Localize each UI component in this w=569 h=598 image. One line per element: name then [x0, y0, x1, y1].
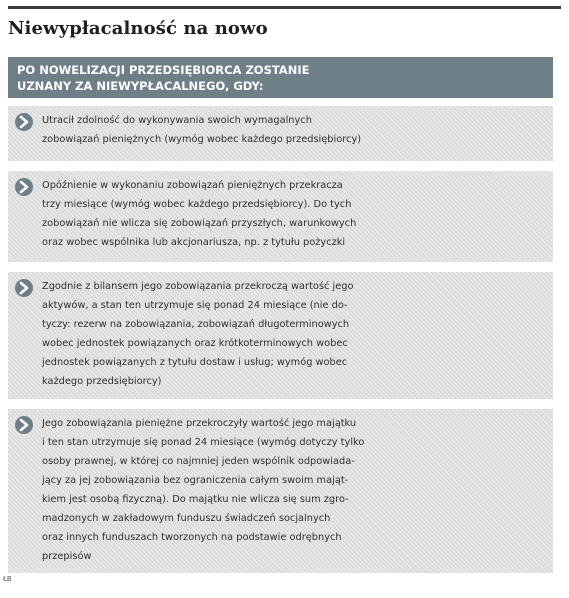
list-item-text: jący za jej zobowiązania bez ograniczenia całym swoim mająt- [42, 475, 349, 486]
arrow-right-circle-icon [14, 278, 34, 298]
list-item-2 [8, 171, 553, 262]
header-banner [8, 57, 553, 98]
list-item-text: Utracił zdolność do wykonywania swoich wymagalnych [42, 115, 312, 126]
list-item-text: osoby prawnej, w której co najmniej jeden wspólnik odpowiada- [42, 456, 355, 467]
list-item-text: zobowiązań pieniężnych (wymóg wobec każdego przedsiębiorcy) [42, 134, 362, 145]
list-item-text: Opóźnienie w wykonaniu zobowiązań pieniężnych przekracza [42, 180, 343, 191]
list-item-text: wobec jednostek powiązanych oraz krótkoterminowych wobec [42, 338, 348, 349]
page-title: Niewypłacalność na nowo [8, 18, 268, 39]
list-item-text: Jego zobowiązania pieniężne przekroczyły wartość jego majątku [42, 418, 357, 429]
credit-initials: ŁB [3, 575, 12, 583]
list-item-text: trzy miesiące (wymóg wobec każdego przedsiębiorcy). Do tych [42, 199, 352, 210]
list-item-text: oraz wobec wspólnika lub akcjonariusza, np. z tytułu pożyczki [42, 237, 346, 248]
list-item-text: przepisów [42, 551, 92, 562]
list-item-text: jednostek powiązanych z tytułu dostaw i usług; wymóg wobec [42, 357, 348, 368]
banner-line-1: PO NOWELIZACJI PRZEDSIĘBIORCA ZOSTANIE [17, 63, 310, 77]
list-item-text: Zgodnie z bilansem jego zobowiązania przekroczą wartość jego [42, 281, 354, 292]
list-item-3 [8, 272, 553, 399]
banner-line-2: UZNANY ZA NIEWYPŁACALNEGO, GDY: [17, 79, 264, 93]
arrow-right-circle-icon [14, 112, 34, 132]
list-item-text: każdego przedsiębiorcy) [42, 376, 162, 387]
list-item-text: zobowiązań nie wlicza się zobowiązań przyszłych, warunkowych [42, 218, 357, 229]
list-item-text: madzonych w zakładowym funduszu świadczeń socjalnych [42, 513, 331, 524]
arrow-right-circle-icon [14, 415, 34, 435]
list-item-4 [8, 409, 553, 573]
top-rule [8, 6, 561, 9]
list-item-text: aktywów, a stan ten utrzymuje się ponad 24 miesiące (nie do- [42, 300, 348, 311]
list-item-1 [8, 106, 553, 161]
list-item-text: i ten stan utrzymuje się ponad 24 miesiące (wymóg dotyczy tylko [42, 437, 365, 448]
list-item-text: tyczy: rezerw na zobowiązania, zobowiązań długoterminowych [42, 319, 350, 330]
list-item-text: oraz innych funduszach tworzonych na podstawie odrębnych [42, 532, 342, 543]
list-item-text: kiem jest osobą fizyczną). Do majątku nie wlicza się sum zgro- [42, 494, 349, 505]
arrow-right-circle-icon [14, 177, 34, 197]
